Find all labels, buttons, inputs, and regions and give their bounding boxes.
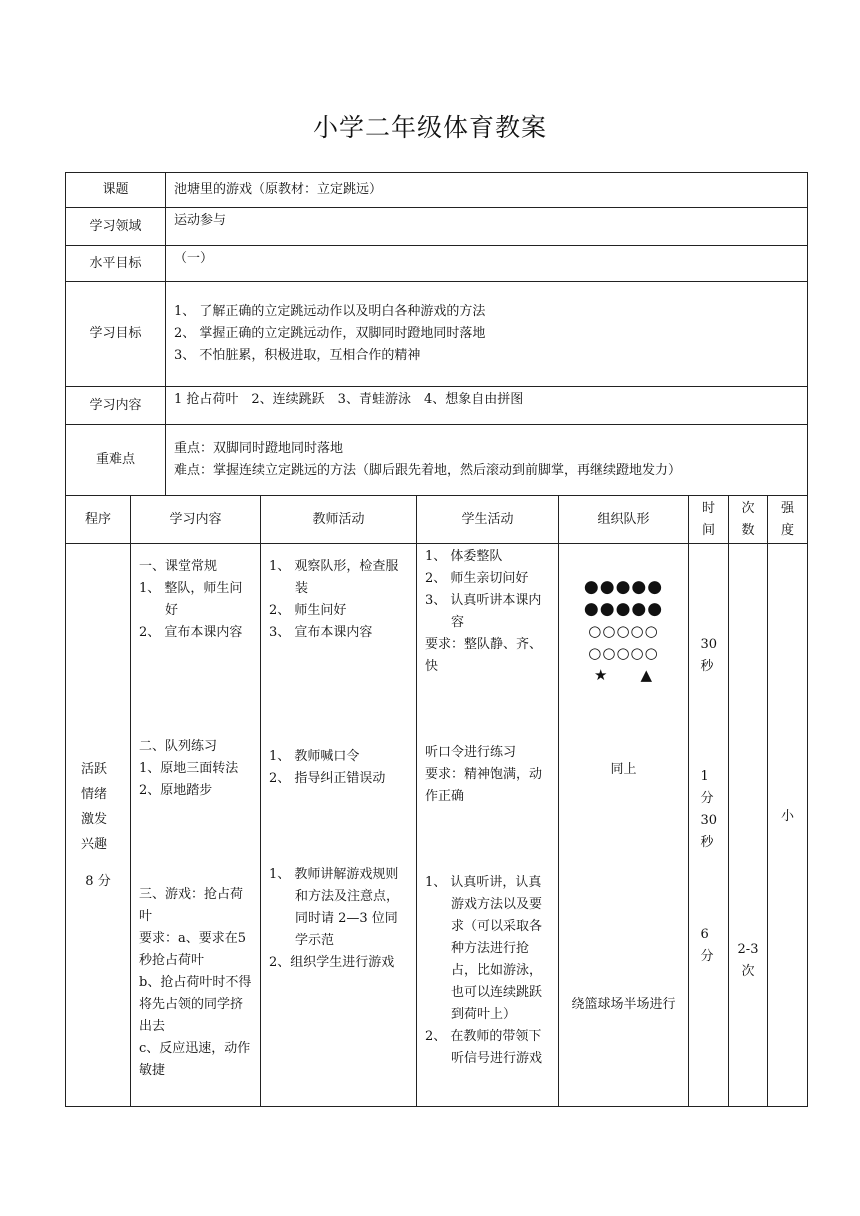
student-line: 2、 在教师的带领下听信号进行游戏 <box>425 1029 543 1066</box>
page-title: 小学二年级体育教案 <box>312 113 547 142</box>
teacher-line: 1、 教师喊口令 <box>269 749 360 764</box>
content-line: b、抢占荷叶时不得将先占领的同学挤出去 <box>139 975 252 1034</box>
teacher-line: 1、 教师讲解游戏规则和方法及注意点，同时请 2—3 位同学示范 <box>269 867 400 948</box>
teacher-section-2 <box>269 746 408 864</box>
student-line: 听口令进行练习 <box>425 745 517 760</box>
key-row <box>66 425 808 496</box>
stage-duration: 8 分 <box>85 874 111 889</box>
lesson-plan-table <box>65 495 808 1107</box>
content-section-2 <box>139 736 254 884</box>
times-value: 2-3 次 <box>737 942 759 979</box>
formation-row: ●●●●● <box>583 599 664 619</box>
lesson-info-table <box>65 172 808 496</box>
student-section-1 <box>425 546 550 742</box>
student-requirement: 要求：整队静、齐、快 <box>425 637 543 674</box>
content-cell <box>131 544 261 1107</box>
student-cell <box>417 544 559 1107</box>
formation-court: 绕篮球场半场进行 <box>571 997 676 1012</box>
key-label: 重难点 <box>66 425 166 496</box>
teacher-line: 2、组织学生进行游戏 <box>269 955 395 970</box>
teacher-section-1 <box>269 556 408 746</box>
content-row <box>66 387 808 425</box>
student-line: 2、 师生亲切问好 <box>425 571 529 586</box>
time-value: 30 秒 <box>700 637 718 674</box>
plan-body-row <box>66 544 808 1107</box>
teacher-line: 3、 宣布本课内容 <box>269 625 373 640</box>
content-value: 1 抢占荷叶 2、连续跳跃 3、青蛙游泳 4、想象自由拼图 <box>166 387 808 425</box>
goal-item: 3、 不怕脏累，积极进取，互相合作的精神 <box>174 348 421 363</box>
header-times: 次数 <box>729 496 768 544</box>
student-section-3 <box>425 872 550 1070</box>
level-row <box>66 246 808 282</box>
goal-item: 1、 了解正确的立定跳远动作以及明白各种游戏的方法 <box>174 304 486 319</box>
intensity-cell <box>768 544 808 1107</box>
time-cell <box>689 544 729 1107</box>
domain-value: 运动参与 <box>166 208 808 246</box>
header-student: 学生活动 <box>417 496 559 544</box>
header-intensity: 强度 <box>768 496 808 544</box>
formation-row: ○○○○○ <box>588 622 659 640</box>
content-line: 三、游戏：抢占荷叶 <box>139 887 244 924</box>
student-line: 要求：精神饱满，动作正确 <box>425 767 543 804</box>
topic-row <box>66 173 808 208</box>
formation-same: 同上 <box>610 762 637 777</box>
key-points <box>166 425 808 496</box>
goals-label: 学习目标 <box>66 282 166 387</box>
stage-cell <box>66 544 131 1107</box>
content-section-1 <box>139 556 254 736</box>
header-teacher: 教师活动 <box>261 496 417 544</box>
content-line: 2、原地踏步 <box>139 783 213 798</box>
formation-row: ★ ▲ <box>594 666 653 684</box>
content-line: 一、课堂常规 <box>139 559 218 574</box>
student-section-2 <box>425 742 550 872</box>
student-line: 1、 认真听讲，认真游戏方法以及要求（可以采取各种方法进行抢占，比如游泳，也可以连续跳跃到荷叶上） <box>425 875 543 1022</box>
key-point: 重点：双脚同时蹬地同时落地 <box>174 441 344 456</box>
topic-label: 课题 <box>66 173 166 208</box>
student-line: 3、 认真听讲本课内容 <box>425 593 542 630</box>
teacher-line: 1、 观察队形，检查服装 <box>269 559 399 596</box>
student-line: 1、 体委整队 <box>425 549 503 564</box>
content-line: 1、原地三面转法 <box>139 761 239 776</box>
content-line: 要求：a、要求在5 秒抢占荷叶 <box>139 931 247 968</box>
difficulty-point: 难点：掌握连续立定跳远的方法（脚后跟先着地，然后滚动到前脚掌，再继续蹬地发力） <box>174 463 682 478</box>
content-label: 学习内容 <box>66 387 166 425</box>
header-content: 学习内容 <box>131 496 261 544</box>
formation-row: ●●●●● <box>583 577 664 597</box>
time-value: 1 分 30 秒 <box>700 769 718 850</box>
domain-row <box>66 208 808 246</box>
header-procedure: 程序 <box>66 496 131 544</box>
content-section-3 <box>139 884 254 1082</box>
header-formation: 组织队形 <box>559 496 689 544</box>
topic-value: 池塘里的游戏（原教材：立定跳远） <box>166 173 808 208</box>
content-line: c、反应迅速，动作敏捷 <box>139 1041 251 1078</box>
content-line: 2、 宣布本课内容 <box>139 625 243 640</box>
teacher-line: 2、 师生问好 <box>269 603 347 618</box>
teacher-line: 2、 指导纠正错误动 <box>269 771 386 786</box>
goals-row <box>66 282 808 387</box>
stage-name: 活跃情绪激发兴趣 <box>81 762 108 852</box>
teacher-section-3 <box>269 864 408 974</box>
formation-cell <box>559 544 689 1107</box>
header-time: 时间 <box>689 496 729 544</box>
formation-row: ○○○○○ <box>588 644 659 662</box>
intensity-value: 小 <box>780 809 794 824</box>
time-value: 6 分 <box>700 927 714 964</box>
content-line: 二、队列练习 <box>139 739 218 754</box>
goals-list <box>166 282 808 387</box>
goal-item: 2、 掌握正确的立定跳远动作，双脚同时蹬地同时落地 <box>174 326 486 341</box>
plan-header-row <box>66 496 808 544</box>
level-value: （一） <box>166 246 808 282</box>
teacher-cell <box>261 544 417 1107</box>
times-cell <box>729 544 768 1107</box>
formation-diagram <box>563 576 684 759</box>
level-label: 水平目标 <box>66 246 166 282</box>
domain-label: 学习领域 <box>66 208 166 246</box>
content-line: 1、 整队，师生问好 <box>139 581 243 618</box>
